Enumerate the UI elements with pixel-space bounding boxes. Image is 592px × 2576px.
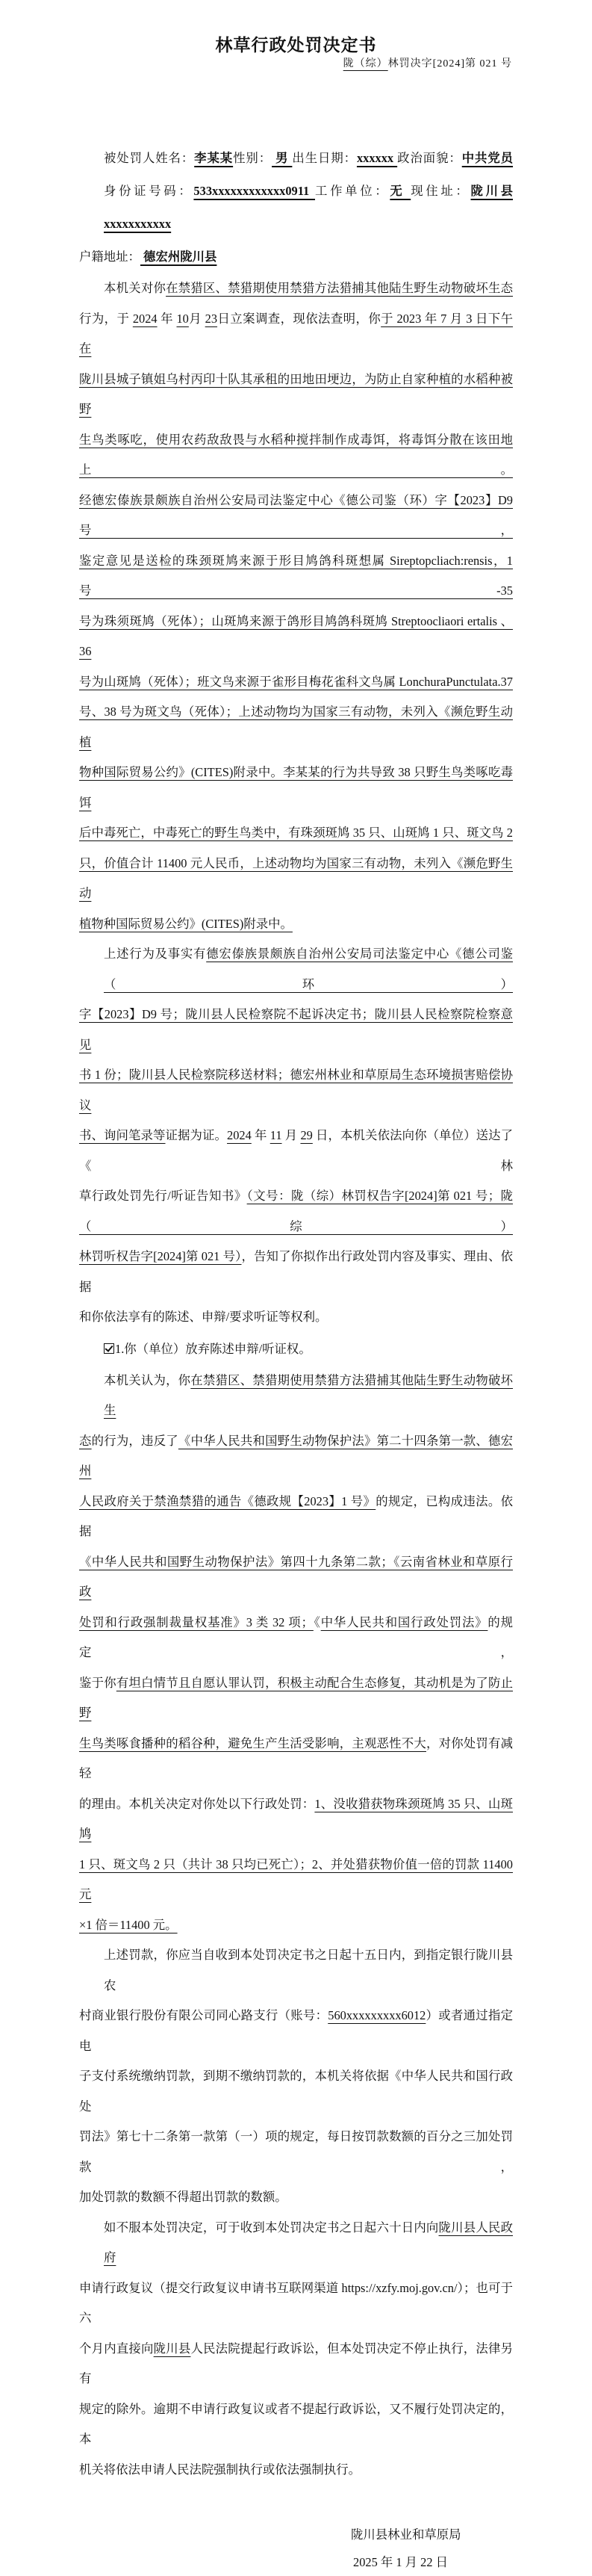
text-segment: 月 xyxy=(281,1128,301,1142)
text-segment: 鉴于你 xyxy=(79,1675,116,1690)
text-line xyxy=(79,2182,513,2213)
underlined-text: 1、没收猎获物珠颈斑鸠 35 只、山斑鸠 xyxy=(79,1796,514,1841)
underlined-text: （文号：陇（综）林罚权告字[2024]第 021 号；陇（综） xyxy=(79,1189,513,1233)
text-line xyxy=(79,1181,513,1242)
text-line xyxy=(79,667,513,698)
text-segment: 上述行为及事实有 xyxy=(104,947,207,961)
text-segment: 的行为，违反了 xyxy=(91,1433,178,1448)
underlined-text: 后中毒死亡，中毒死亡的野生鸟类中，有珠颈斑鸠 35 只、山斑鸠 1 只、斑文鸟 2 xyxy=(79,826,513,840)
text-line xyxy=(79,818,513,849)
text-segment: 户籍地址： xyxy=(79,250,140,264)
filled-field: 男 xyxy=(272,151,293,165)
underlined-text: 29 xyxy=(300,1128,313,1142)
party-info xyxy=(79,142,513,273)
underlined-text: 10 xyxy=(176,311,189,326)
underlined-text: 林罚听权告字[2024]第 021 号） xyxy=(79,1249,242,1263)
waiver-label: 1.你（单位）放弃陈述申辩/听证权。 xyxy=(115,1341,311,1356)
underlined-text: 物种国际贸易公约》(CITES)附录中。李某某的行为共导致 38 只野生鸟类啄吃毒饵 xyxy=(79,765,513,810)
text-segment: 年 xyxy=(251,1128,270,1142)
text-line xyxy=(79,2394,513,2455)
text-line xyxy=(79,546,513,607)
underlined-text: 中华人民共和国行政处罚法》 xyxy=(320,1614,488,1629)
paragraph-facts xyxy=(79,273,513,939)
underlined-text: 1 只、斑文鸟 2 只（共计 38 只均已死亡）；2、并处猎获物价值一倍的罚款 11400 元 xyxy=(79,1857,513,1901)
text-segment: 本机关对你 xyxy=(104,281,166,295)
underlined-text: 560xxxxxxxxx6012 xyxy=(328,2008,426,2022)
text-segment: 出生日期： xyxy=(292,151,357,165)
underlined-text: 11 xyxy=(269,1128,282,1142)
text-line xyxy=(79,2455,513,2486)
underlined-text: 经德宏傣族景颇族自治州公安局司法鉴定中心《德公司鉴（环）字【2023】D9号， xyxy=(79,492,513,537)
text-segment: ）或者通过指定电 xyxy=(79,2008,514,2053)
text-line xyxy=(79,1487,513,1547)
text-segment: 村商业银行股份有限公司同心路支行（账号： xyxy=(79,2008,328,2022)
text-line xyxy=(79,939,513,1000)
underlined-text: 陇川县 xyxy=(153,2341,191,2356)
underlined-text: 于 2023 年 7 月 3 日下午在 xyxy=(79,311,513,356)
underlined-text: 书、询问笔录等 xyxy=(79,1128,166,1142)
text-segment: 申请行政复议（提交行政复议申请书互联网渠道 https://xzfy.moj.gov.cn/）；也可于六 xyxy=(79,2280,513,2325)
text-line xyxy=(79,697,513,758)
text-line xyxy=(79,1729,513,1789)
underlined-text: 人民政府关于禁渔禁猎的通告《德政规【2023】1 号》 xyxy=(79,1493,376,1508)
text-line xyxy=(79,2001,513,2061)
filled-field: 中共党员 xyxy=(461,151,514,165)
text-line xyxy=(79,1060,513,1121)
text-segment: 上述罚款，你应当自收到本处罚决定书之日起十五日内，到指定银行陇川县农 xyxy=(104,1948,513,1993)
text-segment: 现住址： xyxy=(411,184,471,198)
text-line xyxy=(79,1910,513,1941)
text-line xyxy=(79,1850,513,1910)
text-segment: 《 xyxy=(313,1614,321,1629)
text-line xyxy=(79,1789,513,1850)
text-line xyxy=(79,2061,513,2122)
text-segment: 工作单位： xyxy=(315,184,390,198)
text-segment: 身份证号码： xyxy=(104,184,194,198)
text-segment: 的规定， xyxy=(79,1614,514,1659)
document-number-prefix: 陇（综） xyxy=(343,58,388,69)
text-segment: 被处罚人姓名： xyxy=(104,151,195,165)
text-segment: 的规定，已构成违法。依据 xyxy=(79,1493,514,1538)
underlined-text: 陇川县人民政府 xyxy=(104,2220,514,2264)
paragraph-evidence xyxy=(79,939,513,1333)
text-segment: 如不服本处罚决定，可于收到本处罚决定书之日起六十日内向 xyxy=(104,2220,439,2235)
text-line xyxy=(79,1426,513,1487)
text-line xyxy=(79,2273,513,2334)
underlined-text: ×1 倍＝11400 元。 xyxy=(79,1917,178,1932)
underlined-text: 2024 xyxy=(227,1128,252,1142)
text-segment: 月 xyxy=(188,311,205,326)
text-line xyxy=(79,849,513,909)
text-segment: 规定的除外。逾期不申请行政复议或者不提起行政诉讼，又不履行处罚决定的，本 xyxy=(79,2401,513,2446)
filled-field: 无 xyxy=(390,184,411,198)
paragraph-decision xyxy=(79,1366,513,1941)
text-segment: 加处罚款的数额不得超出罚款的数额。 xyxy=(79,2190,287,2204)
text-line xyxy=(79,486,513,546)
issuing-agency: 陇川县林业和草原局 xyxy=(351,2527,461,2542)
waiver-line xyxy=(79,1333,513,1366)
text-line xyxy=(79,758,513,818)
text-segment: 证据为证。 xyxy=(165,1128,228,1142)
text-line xyxy=(79,304,513,365)
underlined-text: 植物种国际贸易公约》(CITES)附录中。 xyxy=(79,916,293,931)
underlined-text: 生鸟类啄吃，使用农药敌敌畏与水稻种搅拌制作成毒饵，将毒饵分散在该田地上。 xyxy=(79,432,513,477)
signature-block xyxy=(79,2521,513,2576)
underlined-text: 2024 xyxy=(132,311,158,326)
underlined-text: 在禁猎区、禁猎期使用禁猎方法猎捕其他陆生野生动物破坏生态 xyxy=(166,281,514,295)
text-segment: 和你依法享有的陈述、申辩/要求听证等权利。 xyxy=(79,1310,328,1324)
document-body xyxy=(79,142,513,2576)
text-segment: 个月内直接向 xyxy=(79,2341,154,2356)
document-number xyxy=(343,57,512,72)
text-line xyxy=(79,175,513,241)
filled-field: 李某某 xyxy=(194,151,234,165)
underlined-text: 生鸟类啄食播种的稻谷种，避免生产生活受影响，主观恶性不大 xyxy=(79,1736,426,1750)
text-line xyxy=(79,273,513,304)
text-line xyxy=(79,365,513,425)
text-line xyxy=(79,1940,513,2001)
text-segment: 行为，于 xyxy=(79,311,133,326)
text-segment: ，告知了你拟作出行政处罚内容及事实、理由、依据 xyxy=(79,1249,514,1294)
text-segment: 本机关认为，你 xyxy=(104,1372,191,1387)
text-line xyxy=(79,1000,513,1060)
text-line xyxy=(79,1547,513,1608)
text-segment: 人民法院提起行政诉讼，但本处罚决定不停止执行，法律另有 xyxy=(79,2341,514,2385)
underlined-text: 处罚和行政强制裁量权基准》3 类 32 项； xyxy=(79,1614,314,1629)
filled-field: 德宏州陇川县 xyxy=(140,250,217,264)
text-line xyxy=(79,1366,513,1426)
text-line xyxy=(79,1121,513,1181)
text-line xyxy=(79,607,513,667)
text-line xyxy=(79,241,513,273)
text-segment: 草行政处罚先行/听证告知书》 xyxy=(79,1189,247,1203)
text-line xyxy=(79,2122,513,2182)
text-line xyxy=(79,1302,513,1333)
document-number-rest: 林罚决字[2024]第 021 号 xyxy=(387,58,512,69)
underlined-text: 陇川县城子镇姐乌村丙印十队其承租的田地田埂边，为防止自家种植的水稻种被野 xyxy=(79,371,513,416)
underlined-text: 《中华人民共和国野生动物保护法》第二十四条第一款、德宏州 xyxy=(79,1433,514,1478)
text-line xyxy=(79,1668,513,1729)
text-segment: 政治面貌： xyxy=(397,151,462,165)
text-segment: 子支付系统缴纳罚款，到期不缴纳罚款的，本机关将依据《中华人民共和国行政处 xyxy=(79,2069,513,2114)
filled-field: xxxxxx xyxy=(356,151,398,165)
text-line xyxy=(79,1608,513,1668)
issue-date: 2025 年 1 月 22 日 xyxy=(353,2555,449,2569)
underlined-text: 字【2023】D9 号；陇川县人民检察院不起诉决定书；陇川县人民检察院检察意见 xyxy=(79,1007,513,1052)
document-title: 林草行政处罚决定书 xyxy=(215,36,377,55)
underlined-text: 有坦白情节且自愿认罪认罚，积极主动配合生态修复，其动机是为了防止野 xyxy=(79,1675,514,1720)
text-segment: 罚法》第七十二条第一款第（一）项的规定，每日按罚款数额的百分之三加处罚款， xyxy=(79,2129,513,2174)
text-segment: 年 xyxy=(157,311,177,326)
text-segment: 日立案调查，现依法查明，你 xyxy=(217,311,381,326)
underlined-text: 23 xyxy=(205,311,218,326)
underlined-text: 德宏傣族景颇族自治州公安局司法鉴定中心《德公司鉴（环） xyxy=(104,947,514,991)
paragraph-appeal xyxy=(79,2213,513,2486)
underlined-text: 鉴定意见是送检的珠颈斑鸠来源于形目鸠鸽科斑想属 Sireptopcliach:rensis，1 号-35 xyxy=(79,553,513,598)
text-line xyxy=(79,2334,513,2394)
text-line xyxy=(79,425,513,486)
checkbox-checked-icon xyxy=(104,1343,114,1354)
underlined-text: 《中华人民共和国野生动物保护法》第四十九条第二款；《云南省林业和草原行政 xyxy=(79,1554,513,1599)
underlined-text: 号为山斑鸠（死体）；班文鸟来源于雀形目梅花雀科文鸟属 LonchuraPunctulata.37 xyxy=(79,674,513,689)
text-line xyxy=(79,1242,513,1302)
underlined-text: 号、38 号为斑文鸟（死体）；上述动物均为国家三有动物，未列入《濒危野生动植 xyxy=(79,705,513,749)
filled-field: 陇川县 xxxxxxxxxxx xyxy=(104,184,514,231)
underlined-text: 态 xyxy=(79,1433,92,1448)
paragraph-payment xyxy=(79,1940,513,2213)
text-segment: 机关将依法申请人民法院强制执行或依法强制执行。 xyxy=(79,2462,361,2477)
text-line xyxy=(79,142,513,175)
underlined-text: 书 1 份；陇川县人民检察院移送材料；德宏州林业和草原局生态环境损害赔偿协议 xyxy=(79,1068,513,1112)
text-line xyxy=(79,2213,513,2273)
text-segment: 日，本机关依法向你（单位）送达了《林 xyxy=(79,1128,513,1173)
text-line xyxy=(79,909,513,940)
filled-field: 533xxxxxxxxxxxx0911 xyxy=(193,184,316,198)
underlined-text: 在禁猎区、禁猎期使用禁猎方法猎捕其他陆生野生动物破坏生 xyxy=(104,1372,514,1417)
underlined-text: 只，价值合计 11400 元人民币，上述动物均为国家三有动物，未列入《濒危野生动 xyxy=(79,855,513,900)
text-segment: ，对你处罚有减轻 xyxy=(79,1736,514,1780)
text-segment: 性别： xyxy=(233,151,272,165)
underlined-text: 号为珠须斑鸠（死体）；山斑鸠来源于鸽形目鸠鸽科斑鸠 Streptoocliaori ertalis 、36 xyxy=(79,613,513,658)
text-segment: 的理由。本机关决定对你处以下行政处罚： xyxy=(79,1796,315,1811)
